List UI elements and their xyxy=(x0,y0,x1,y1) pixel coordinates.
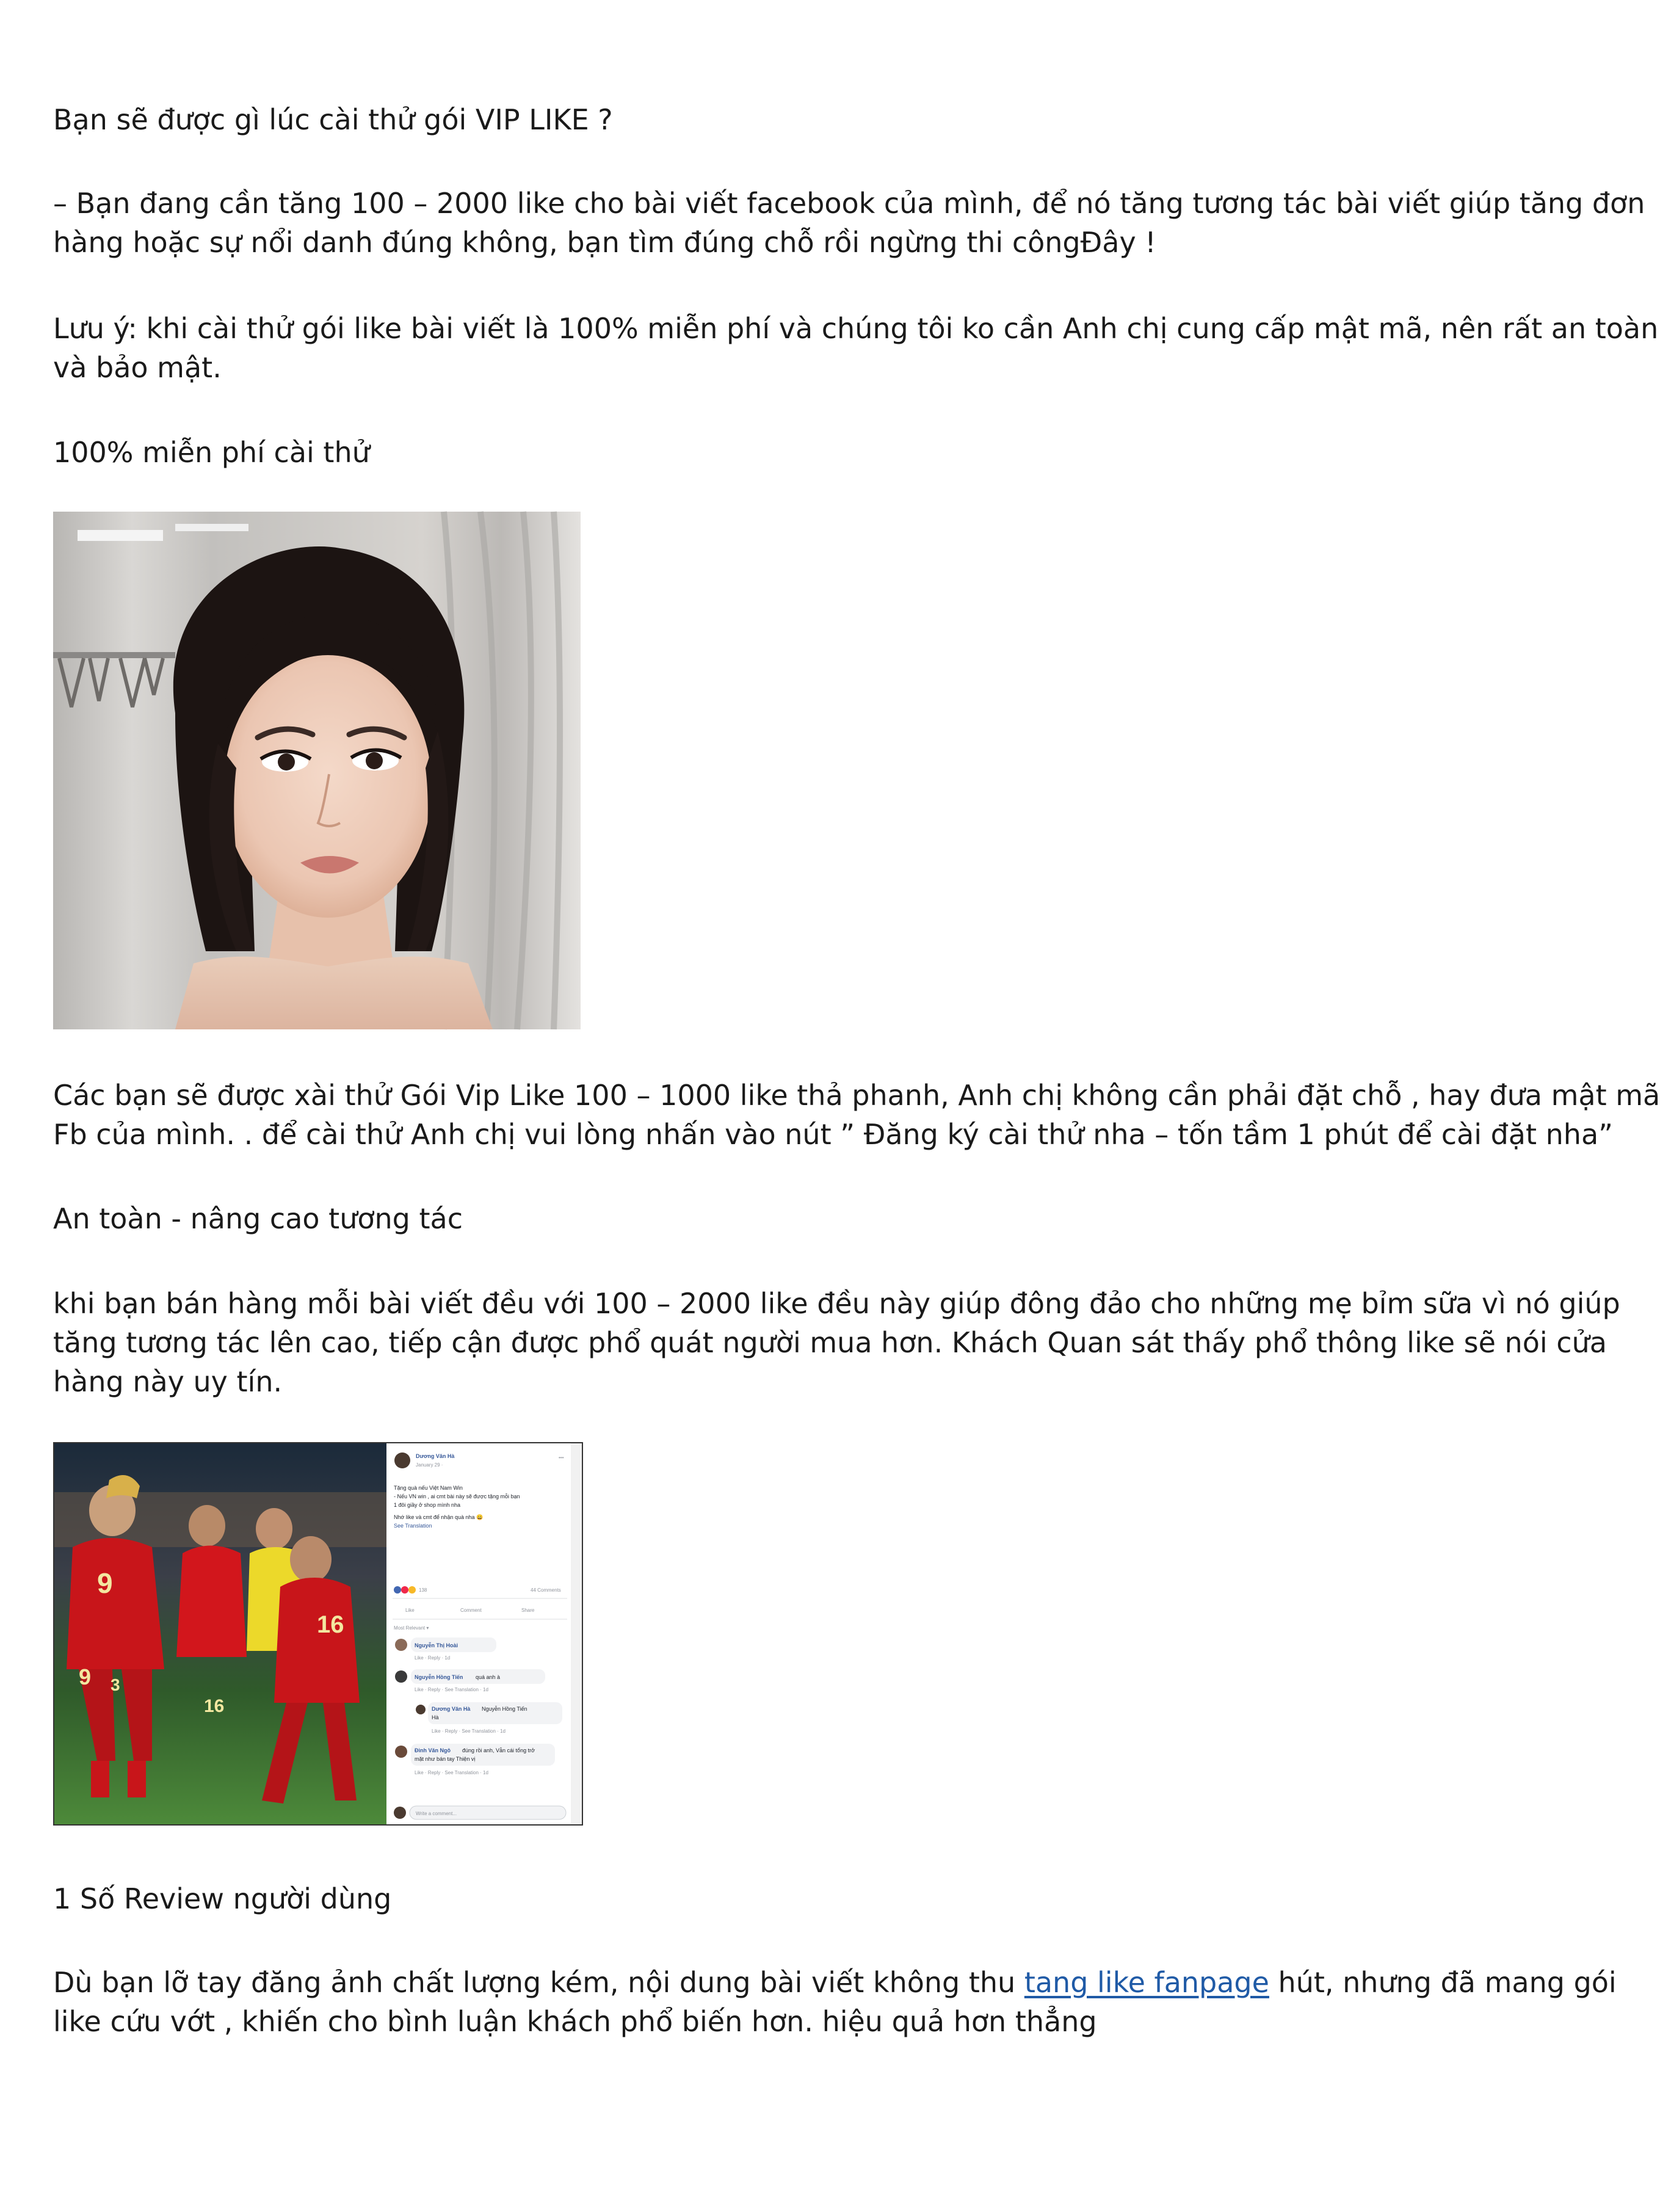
fb-comment-meta: Like · Reply · See Translation · 1d xyxy=(415,1770,488,1775)
text-segment: Dù bạn lỡ tay đăng ảnh chất lượng kém, nội dung bài viết không thu xyxy=(53,1966,1024,1999)
paragraph-safe xyxy=(53,1199,1531,1238)
jersey-number: 3 xyxy=(111,1675,120,1694)
fb-write-comment: Write a comment... xyxy=(416,1811,457,1816)
paragraph-trial-offer xyxy=(53,1076,1660,1154)
text-line: Fb của mình. . để cài thử Anh chị vui lòng nhấn vào nút ” Đăng ký cài thử nha – tốn tầm 1 phút để cài đặt nha” xyxy=(53,1118,1613,1151)
paragraph-selling xyxy=(53,1284,1620,1401)
love-reaction-icon xyxy=(401,1586,408,1594)
haha-reaction-icon xyxy=(408,1586,416,1594)
fb-like-button: Like xyxy=(405,1608,415,1613)
avatar xyxy=(395,1639,407,1651)
fb-comment-author: Nguyễn Thị Hoài xyxy=(415,1642,458,1648)
avatar xyxy=(395,1670,407,1683)
fb-see-translation: See Translation xyxy=(394,1523,432,1529)
fb-post-text: Tặng quà nếu Việt Nam Win xyxy=(394,1485,463,1491)
avatar xyxy=(395,1746,407,1758)
text-line: 100% miễn phí cài thử xyxy=(53,436,370,469)
fb-comment-text: Hà xyxy=(432,1714,439,1721)
text-segment: hút, nhưng đã mang gói xyxy=(1269,1966,1617,1999)
fb-comment-text: Nguyễn Hồng Tiến xyxy=(482,1706,527,1712)
text-line: – Bạn đang cần tăng 100 – 2000 like cho bài viết facebook của mình, để nó tăng tương tác bài viết giúp tăng đơn xyxy=(53,187,1645,220)
fb-comment-meta: Like · Reply · See Translation · 1d xyxy=(432,1728,506,1734)
fb-date: January 29 · xyxy=(416,1462,443,1468)
paragraph-intro xyxy=(53,100,1531,139)
jersey-number: 16 xyxy=(317,1611,344,1638)
fb-post-text: Nhớ like và cmt để nhận quà nha 😀 xyxy=(394,1514,484,1520)
text-line: Bạn sẽ được gì lúc cài thử gói VIP LIKE ? xyxy=(53,103,613,136)
paragraph-need-likes xyxy=(53,184,1645,262)
jersey-number: 16 xyxy=(204,1696,225,1716)
paragraph-reviews xyxy=(53,1879,1531,1918)
fb-post-text: 1 đôi giầy ở shop mình nha xyxy=(394,1502,460,1508)
text-line: hàng hoặc sự nổi danh đúng không, bạn tìm đúng chỗ rồi ngừng thi côngĐây ! xyxy=(53,226,1156,259)
text-line xyxy=(53,1963,1617,2002)
fb-post-text: - Nếu VN win , ai cmt bài này sẽ được tặng mỗi bạn xyxy=(394,1493,520,1499)
avatar xyxy=(394,1807,406,1819)
fb-comments-count: 44 Comments xyxy=(531,1587,561,1593)
text-line: Lưu ý: khi cài thử gói like bài viết là 100% miễn phí và chúng tôi ko cần Anh chị cung cấp mật mã, nên rất an toàn xyxy=(53,312,1659,345)
text-line: khi bạn bán hàng mỗi bài viết đều với 100 – 2000 like đều này giúp đông đảo cho những mẹ bỉm sữa vì nó giúp xyxy=(53,1287,1620,1320)
text-line: like cứu vớt , khiến cho bình luận khách phổ biến hơn. hiệu quả hơn thẳng xyxy=(53,2005,1097,2038)
text-line: 1 Số Review người dùng xyxy=(53,1882,392,1915)
jersey-number: 9 xyxy=(79,1664,92,1689)
fb-comment-author: Đinh Văn Ngô xyxy=(415,1747,451,1753)
text-line: Các bạn sẽ được xài thử Gói Vip Like 100 – 1000 like thả phanh, Anh chị không cần phải đặt chỗ , hay đưa mật mã xyxy=(53,1079,1660,1112)
text-line: An toàn - nâng cao tương tác xyxy=(53,1202,463,1235)
fb-most-relevant: Most Relevant ▾ xyxy=(394,1625,429,1631)
fb-comment-text: quá anh à xyxy=(476,1674,501,1680)
fb-comment-author: Dương Văn Hà xyxy=(432,1706,471,1712)
avatar xyxy=(416,1705,426,1714)
jersey-number: 9 xyxy=(97,1567,113,1599)
tang-like-fanpage-link[interactable]: tang like fanpage xyxy=(1024,1966,1269,1999)
fb-author: Dương Văn Hà xyxy=(416,1453,455,1459)
fb-comment-meta: Like · Reply · 1d xyxy=(415,1655,451,1661)
review-screenshot xyxy=(53,1442,583,1826)
text-line: hàng này uy tín. xyxy=(53,1365,283,1398)
fb-reactions-count: 138 xyxy=(419,1587,427,1593)
fb-share-button: Share xyxy=(521,1608,535,1613)
text-line: và bảo mật. xyxy=(53,351,222,384)
portrait-photo xyxy=(53,512,581,1029)
fb-comment-author: Nguyễn Hồng Tiến xyxy=(415,1674,463,1680)
fb-comment-meta: Like · Reply · See Translation · 1d xyxy=(415,1687,488,1692)
paragraph-note xyxy=(53,309,1659,387)
text-line: tăng tương tác lên cao, tiếp cận được phổ quát người mua hơn. Khách Quan sát thấy phổ thông like sẽ nói cửa xyxy=(53,1326,1607,1359)
paragraph-free-trial xyxy=(53,433,1531,472)
like-reaction-icon xyxy=(394,1586,401,1594)
fb-comment-button: Comment xyxy=(460,1608,482,1613)
fb-comment-text: mặt như bán tay Thiện vị xyxy=(415,1756,476,1762)
fb-comment-text: đúng rồi anh, Vẫn cái tổng trở xyxy=(462,1747,535,1753)
more-icon: ••• xyxy=(559,1455,564,1460)
paragraph-closing xyxy=(53,1963,1617,2041)
